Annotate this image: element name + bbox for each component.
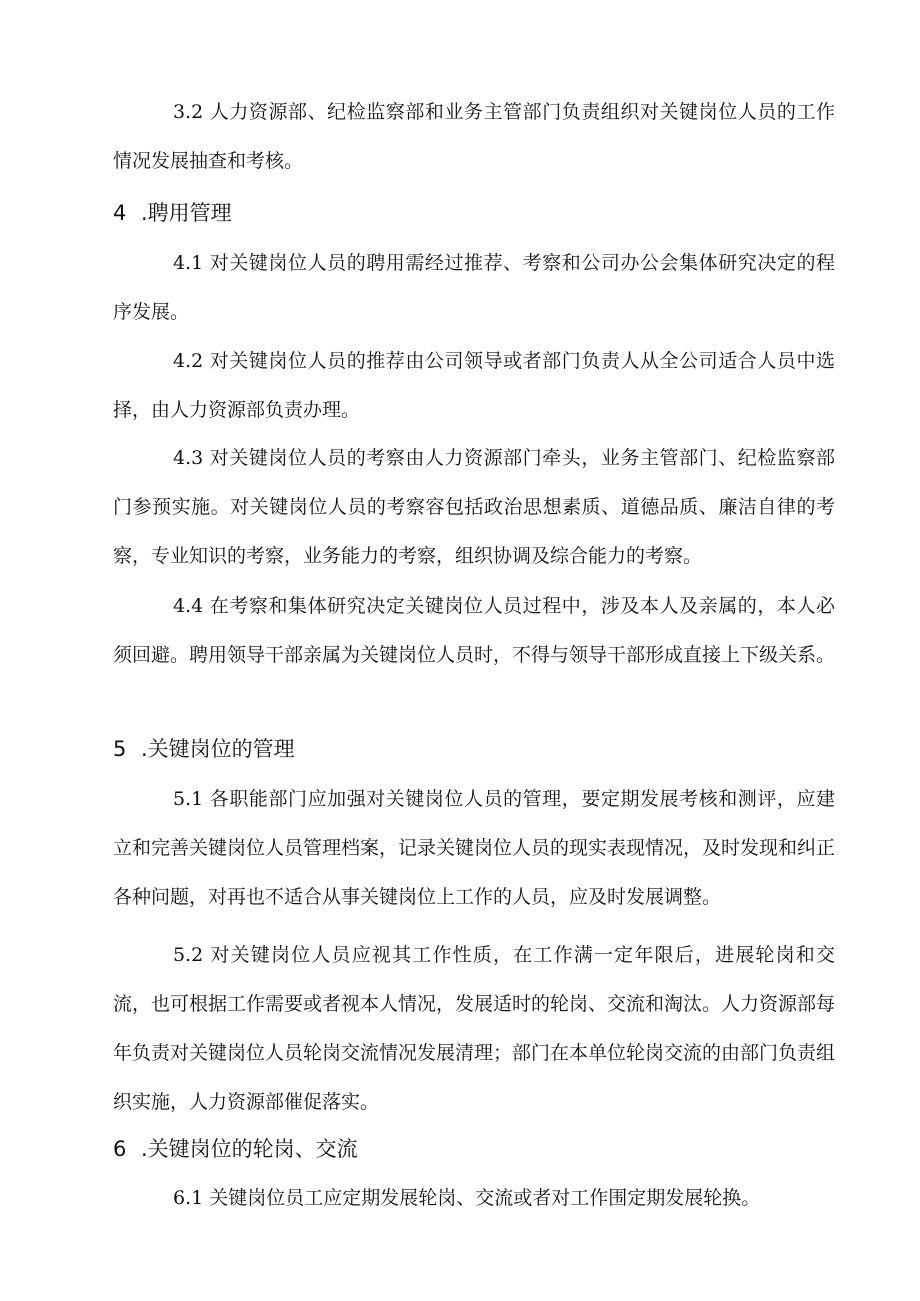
section-heading-6 — [113, 1133, 358, 1165]
paragraph-5-1: 5.1 各职能部门应加强对关键岗位人员的管理，要定期发展考核和测评，应建立和完善关键岗位人员管理档案，记录关键岗位人员的现实表现情况，及时发现和纠正各种问题，对再也不适合从事关键岗位上工作的人员，应及时发展调整。 — [113, 788, 836, 908]
section-title: .聘用管理 — [141, 201, 232, 225]
paragraph-5-2: 5.2 对关键岗位人员应视其工作性质，在工作满一定年限后，进展轮岗和交流，也可根据工作需要或者视本人情况，发展适时的轮岗、交流和淘汰。人力资源部每年负责对关键岗位人员轮岗交流情况发展清理；部门在本单位轮岗交流的由部门负责组织实施，人力资源部催促落实。 — [113, 944, 836, 1113]
section-heading-5 — [113, 733, 295, 765]
section-number: 6 — [113, 1137, 127, 1161]
section-title: .关键岗位的管理 — [141, 737, 295, 761]
paragraph-4-4: 4.4 在考察和集体研究决定关键岗位人员过程中，涉及本人及亲属的，本人必须回避。聘用领导干部亲属为关键岗位人员时，不得与领导干部形成直接上下级关系。 — [113, 595, 836, 666]
section-title: .关键岗位的轮岗、交流 — [141, 1137, 358, 1161]
paragraph-4-2: 4.2 对关键岗位人员的推荐由公司领导或者部门负责人从全公司适合人员中选择，由人力资源部负责办理。 — [113, 350, 835, 421]
section-number: 5 — [113, 737, 127, 761]
paragraph-6-1: 6.1 关键岗位员工应定期发展轮岗、交流或者对工作围定期发展轮换。 — [173, 1187, 761, 1209]
section-number: 4 — [113, 201, 127, 225]
paragraph-3-2: 3.2 人力资源部、纪检监察部和业务主管部门负责组织对关键岗位人员的工作情况发展抽查和考核。 — [113, 101, 835, 172]
paragraph-4-1: 4.1 对关键岗位人员的聘用需经过推荐、考察和公司办公会集体研究决定的程序发展。 — [113, 252, 835, 323]
paragraph-4-3: 4.3 对关键岗位人员的考察由人力资源部门牵头，业务主管部门、纪检监察部门参预实施。对关键岗位人员的考察容包括政治思想素质、道德品质、廉洁自律的考察，专业知识的考察，业务能力的考察，组织协调及综合能力的考察。 — [113, 447, 835, 567]
section-heading-4 — [113, 197, 232, 229]
